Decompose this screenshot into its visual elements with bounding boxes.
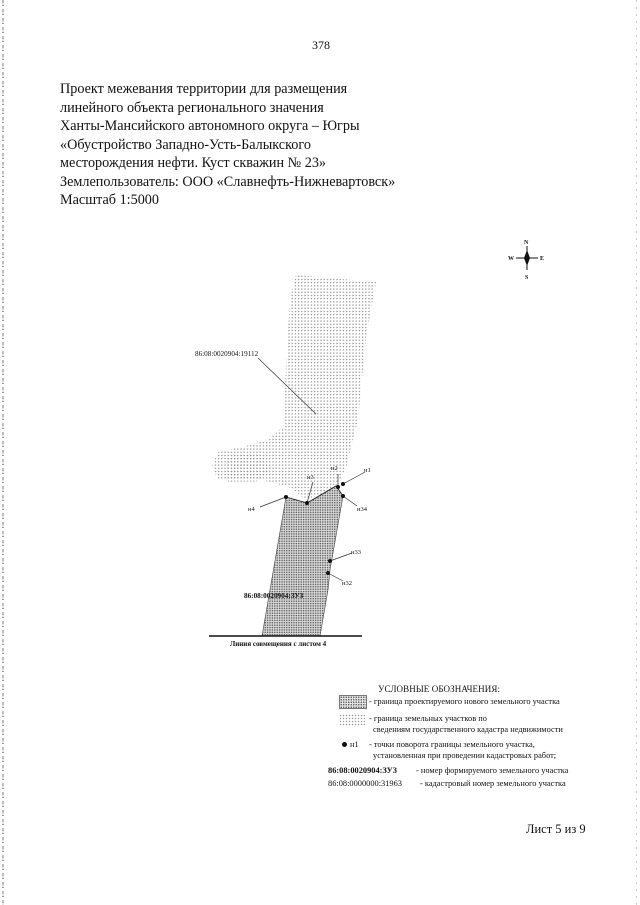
svg-text:н3: н3	[307, 474, 314, 481]
svg-text:н1: н1	[364, 467, 371, 474]
compass-s: S	[525, 275, 529, 281]
svg-text:н34: н34	[357, 506, 367, 513]
svg-text:н4: н4	[248, 506, 255, 513]
legend-new-parcel-text: - граница проектируемого нового земельного участка	[369, 697, 560, 706]
svg-text:н2: н2	[331, 465, 338, 472]
legend-turning-points-text-2: установленная при проведении кадастровых работ;	[373, 751, 557, 760]
title-line: Ханты-Мансийского автономного округа – Югры	[60, 118, 360, 134]
legend-swatch-new-parcel	[339, 695, 367, 709]
compass-n: N	[524, 240, 529, 246]
north-arrow-icon	[508, 240, 544, 281]
legend-cad-number-example: 86:08:0000000:31963	[328, 779, 402, 788]
new-parcel-label: 86:08:0020904:ЗУ3	[244, 592, 304, 600]
legend-new-number-example: 86:08:0020904:ЗУ3	[328, 766, 397, 775]
legend-turning-points-text-1: - точки поворота границы земельного участка,	[369, 740, 535, 749]
svg-text:н32: н32	[342, 580, 352, 587]
point-n1	[341, 467, 371, 486]
legend-cadastral-text-1: - граница земельных участков по	[369, 714, 487, 723]
legend-cad-number-desc: - кадастровый номер земельного участка	[420, 779, 566, 788]
junction-line-label: Линия совмещения с листом 4	[230, 640, 327, 648]
legend-new-number-desc: - номер формируемого земельного участка	[416, 766, 569, 775]
land-user-line: Землепользователь: ООО «Славнефть-Нижневартовск»	[60, 173, 396, 190]
svg-text:н33: н33	[351, 549, 361, 556]
point-n4	[248, 495, 288, 513]
legend-swatch-cadastral	[339, 714, 365, 726]
title-line: месторождения нефти. Куст скважин № 23»	[60, 155, 327, 171]
title-line: Проект межевания территории для размещения	[60, 81, 348, 97]
legend-title: УСЛОВНЫЕ ОБОЗНАЧЕНИЯ:	[378, 684, 501, 694]
legend-point-marker-label: н1	[350, 740, 359, 749]
cadastral-parcel-label: 86:08:0020904:19112	[195, 350, 259, 358]
page-number: 378	[312, 38, 330, 52]
legend-point-marker-icon	[342, 742, 347, 747]
point-n34	[341, 494, 368, 513]
title-line: «Обустройство Западно-Усть-Балыкского	[60, 136, 311, 153]
compass-e: E	[540, 256, 545, 262]
scale-line: Масштаб 1:5000	[60, 192, 159, 208]
compass-w: W	[508, 256, 514, 262]
title-line: линейного объекта регионального значения	[60, 99, 324, 116]
legend-cadastral-text-2: сведениям государственного кадастра недвижимости	[373, 725, 563, 734]
sheet-number: Лист 5 из 9	[526, 822, 586, 836]
point-n32	[326, 571, 352, 587]
cadastral-parcel-area	[212, 275, 376, 500]
